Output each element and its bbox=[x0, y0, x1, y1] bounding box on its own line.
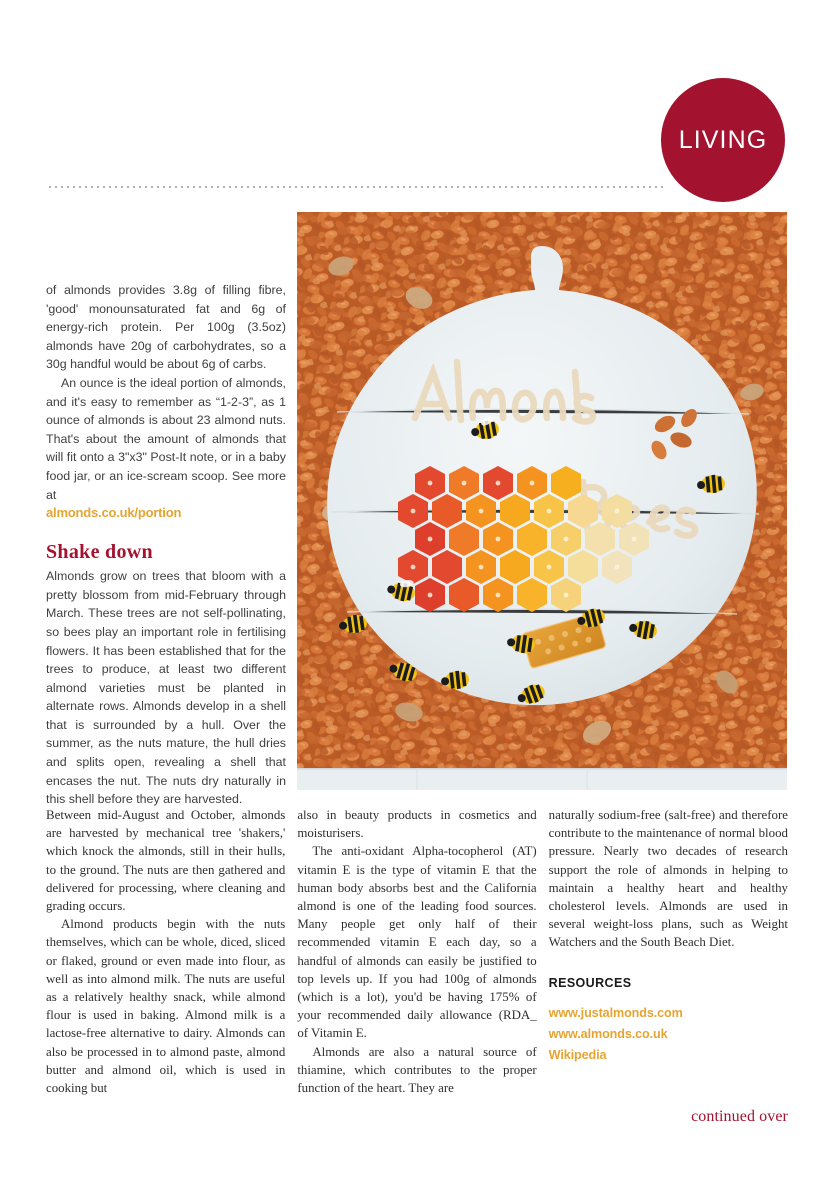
paragraph: Between mid-August and October, almonds are harvested by mechanical tree 'shakers,' which knock the almonds, still in their hulls, to the ground. The nuts are then gathered and delivered for processing, where cleaning and grading occurs. bbox=[46, 808, 286, 914]
paragraph: also in beauty products in cosmetics and moisturisers. bbox=[297, 808, 537, 841]
bottom-three-column-block bbox=[46, 806, 788, 1097]
resource-link-almonds-couk[interactable]: www.almonds.co.uk bbox=[548, 1026, 668, 1041]
paragraph: naturally sodium-free (salt-free) and therefore contribute to the maintenance of normal blood pressure. Nearly two decades of research support the role of almonds in helping to maintain a healthy heart and healthy cholesterol levels. Almonds are used in several weight-loss plans, such as Weight Watchers and the South Beach Diet. bbox=[548, 808, 788, 950]
bottom-column-1 bbox=[46, 806, 285, 1097]
left-column-body bbox=[46, 281, 286, 504]
left-column bbox=[46, 281, 286, 809]
bottom-column-3 bbox=[549, 806, 788, 1097]
section-heading-shake-down: Shake down bbox=[46, 541, 153, 564]
paragraph: Almonds are also a natural source of thiamine, which contributes to the proper function of the heart. They are bbox=[297, 1044, 537, 1096]
bottom-column-1-body bbox=[46, 806, 285, 1097]
bottom-column-2 bbox=[297, 806, 536, 1097]
resource-link-justalmonds[interactable]: www.justalmonds.com bbox=[548, 1005, 683, 1020]
dotted-divider-rule bbox=[47, 186, 665, 188]
portion-link[interactable]: almonds.co.uk/portion bbox=[46, 505, 182, 521]
shake-down-body bbox=[46, 567, 286, 809]
hero-photo bbox=[297, 212, 787, 790]
paragraph: An ounce is the ideal portion of almonds, and it's easy to remember as “1-2-3”, as 1 ounce of almonds is about 23 almond nuts. That's about the amount of almonds that will fit onto a 3"x3" Post-It note, or in a baby food jar, or an ice-scream scoop. See more at bbox=[46, 375, 286, 502]
paragraph: Almond products begin with the nuts themselves, which can be whole, diced, sliced or flaked, ground or even made into flour, as well as into almond milk. The nuts are useful as a relatively healthy snack, while almond flour is used in baking. Almond milk is a lactose-free alternative to dairy. Almonds can also be processed in to almond paste, almond butter and almond oil, which is used in cooking but bbox=[46, 917, 286, 1096]
living-badge-label: LIVING bbox=[678, 125, 768, 154]
continued-over-label: continued over bbox=[691, 1108, 788, 1125]
living-section-badge bbox=[661, 78, 785, 202]
paragraph: of almonds provides 3.8g of filling fibre, 'good' monounsaturated fat and 6g of energy-rich protein. Per 100g (3.5oz) almonds have 20g of carbohydrates, so a 30g handful would be about 6g of carbs. bbox=[46, 283, 286, 372]
paragraph: Almonds grow on trees that bloom with a pretty blossom from mid-February through March. These trees are not self-pollinating, so bees play an important role in fertilising flowers. It has been established that for the trees to produce, at least two different almond varieties must be planted in alternate rows. Almonds develop in a shell that is surrounded by a hull. Over the summer, as the nuts mature, the hull dries and splits open, revealing a shell that encases the nut. The nuts dry naturally in this shell before they are harvested. bbox=[46, 569, 286, 807]
resource-link-wikipedia[interactable]: Wikipedia bbox=[548, 1047, 607, 1062]
bottom-column-2-body bbox=[297, 806, 536, 1097]
bottom-column-3-body bbox=[549, 806, 788, 952]
paragraph: The anti-oxidant Alpha-tocopherol (AT) vitamin E is the type of vitamin E that the human body absorbs best and the California almond is one of the leading food sources. Many people get only half of their recommended vitamin E each day, so a handful of almonds can easily be justified to top levels up. If you had 100g of almonds (which is a lot), you'd be having 175% of your recommended daily allowance (RDA_ of Vitamin E. bbox=[297, 844, 537, 1041]
resources-heading: RESOURCES bbox=[548, 975, 632, 990]
